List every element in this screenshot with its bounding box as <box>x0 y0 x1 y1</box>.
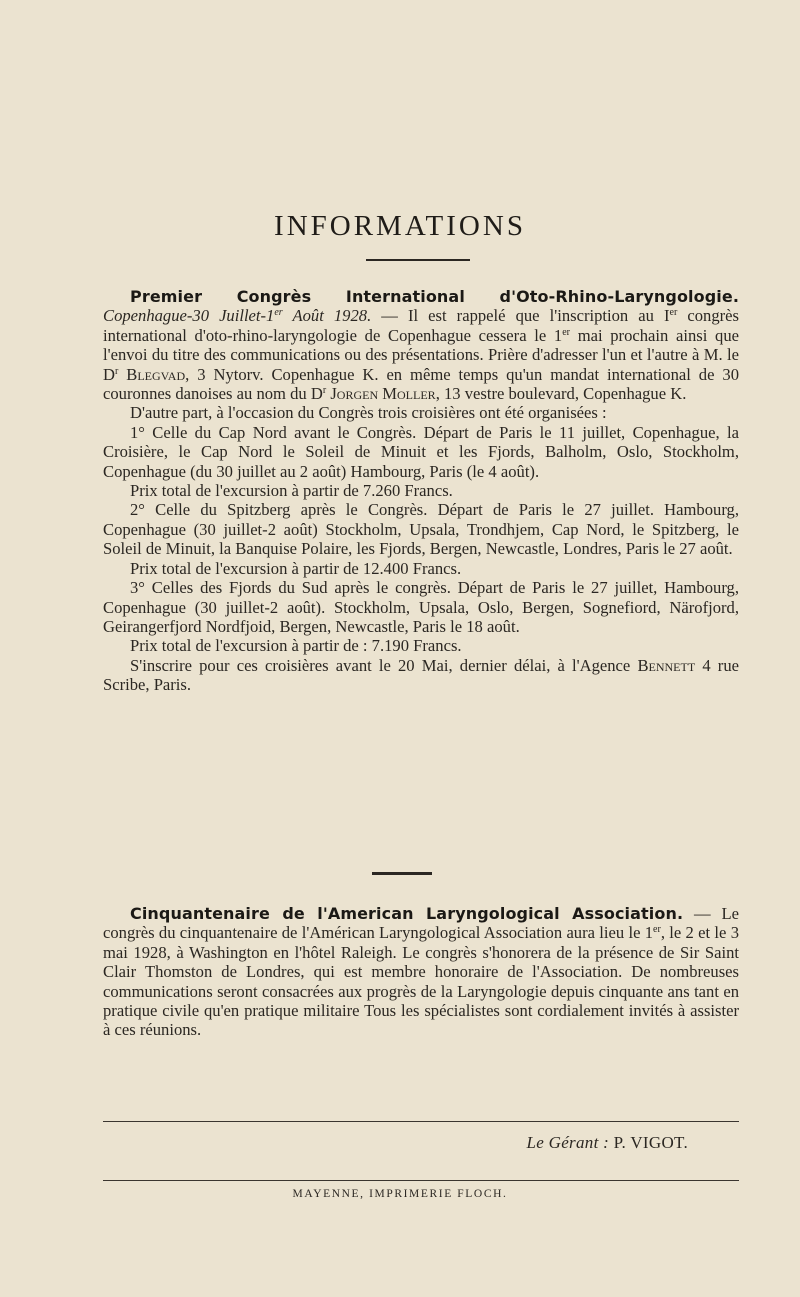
cruise-price: Prix total de l'excursion à partir de : 7.190 Francs. <box>130 636 462 656</box>
congres-intro-paragraph: Premier Congrès International d'Oto-Rhino-Laryngologie. Copenhague-30 Juillet-1er Août 1928. — Il est rappelé que l'inscription au Ier congrès international d'oto-rhino-laryngologie de Copenhague cessera le 1er mai prochain ainsi que l'envoi du titre des communications ou des présentations. Prière d'adresser l'un et l'autre à M. le $D^r$ Blegvad, 3 Nytorv. Copenhague K. en même temps qu'un mandat international de 30 couronnes danoises au nom du $D^r$ Jorgen Moller, 13 vestre boulevard, Copenhague K. <box>103 287 739 404</box>
footer-divider <box>103 1121 739 1122</box>
cinquantenaire-paragraph: Cinquantenaire de l'American Laryngological Association. — Le congrès du cinquantenaire de l'Américan Laryngological Association aura lieu le 1er, le 2 et le 3 mai 1928, à Washington en l'hôtel Raleigh. Le congrès s'honorera de la présence de Sir Saint Clair Thomston de Londres, qui est membre honoraire de l'Association. De nombreuses communications seront consacrées aux progrès de la Laryngologie depuis cinquante ans tant en pratique civile qu'en pratique militaire Tous les spécialistes sont cordialement invités à assister à ces réunions. <box>103 904 739 1040</box>
cruise-item: 3° Celles des Fjords du Sud après le congrès. Départ de Paris le 27 juillet, Hambourg, Copenhague (30 juillet-2 août). Stockholm, Upsala, Oslo, Bergen, Sognefiord, Närofjord, Geirangerfjord Nordfjoid, Bergen, Newcastle, Paris le 18 août. <box>103 578 739 636</box>
section-heading: Cinquantenaire de l'American Laryngological Association. <box>130 904 684 923</box>
cruise-price: Prix total de l'excursion à partir de 12.400 Francs. <box>130 558 462 578</box>
page-title: INFORMATIONS <box>274 210 526 242</box>
contact-name: Blegvad <box>126 364 186 384</box>
congres-dates: Copenhague-30 Juillet-1 <box>103 306 275 326</box>
registration-note: S'inscrire pour ces croisières avant le 20 Mai, dernier délai, à l'Agence Bennett 4 rue Scribe, Paris. <box>103 655 739 695</box>
title-divider <box>366 259 470 261</box>
section-divider <box>372 872 432 875</box>
cruise-item: 1° Celle du Cap Nord avant le Congrès. Départ de Paris le 11 juillet, Copenhague, la Croisière, le Cap Nord le Soleil de Minuit et les Fjords, Balholm, Oslo, Stockholm, Copenhague (du 30 juillet au 2 août) Hambourg, Paris (le 4 août). <box>103 422 739 481</box>
cruise-item: 2° Celle du Spitzberg après le Congrès. Départ de Paris le 27 juillet. Hambourg, Copenhague (30 juillet-2 août) Stockholm, Upsala, Trondhjem, Cap Nord, le Spitzberg, le Soleil de Minuit, la Banquise Polaire, les Fjords, Bergen, Newcastle, Londres, Paris le 27 août. <box>103 500 739 559</box>
imprint-divider <box>103 1180 739 1181</box>
agency-name: Bennett <box>637 655 696 675</box>
gerant-signature: Le Gérant : P. VIGOT. <box>526 1133 688 1152</box>
section-congres-copenhague <box>103 287 739 695</box>
cruise-price: Prix total de l'excursion à partir de 7.260 Francs. <box>130 481 453 501</box>
section-heading: Premier Congrès International d'Oto-Rhino-Laryngologie. <box>130 287 739 306</box>
cruises-intro: D'autre part, à l'occasion du Congrès trois croisières ont été organisées : <box>130 403 607 423</box>
printer-imprint: MAYENNE, IMPRIMERIE FLOCH. <box>292 1188 508 1200</box>
gerant-name: P. VIGOT. <box>613 1133 688 1152</box>
section-cinquantenaire <box>103 904 739 1040</box>
recipient-name: Jorgen Moller <box>330 384 436 404</box>
